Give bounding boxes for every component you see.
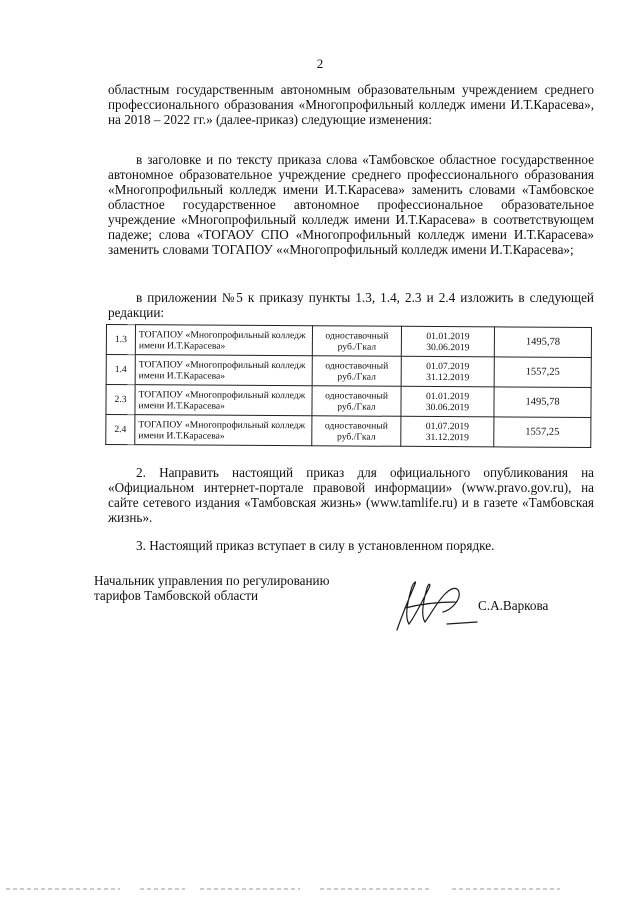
period-cell xyxy=(401,356,494,387)
table-row xyxy=(106,415,591,448)
row-number: 2.4 xyxy=(106,415,135,445)
organization-cell: ТОГАПОУ «Многопрофильный колледж имени И.Т.Карасева» xyxy=(135,415,312,446)
signer-name: С.А.Варкова xyxy=(478,598,549,613)
date-to: 30.06.2019 xyxy=(425,401,470,413)
tariff-type-cell: одноставочный руб./Гкал xyxy=(312,386,401,417)
date-from: 01.07.2019 xyxy=(425,420,469,432)
organization-cell: ТОГАПОУ «Многопрофильный колледж имени И.Т.Карасева» xyxy=(135,385,312,416)
date-from: 01.01.2019 xyxy=(425,390,470,402)
tariff-type-cell: одноставочный руб./Гкал xyxy=(312,356,401,387)
table-row xyxy=(106,325,591,358)
period-cell xyxy=(401,326,494,357)
date-to: 31.12.2019 xyxy=(426,371,470,383)
organization-cell: ТОГАПОУ «Многопрофильный колледж имени И.Т.Карасева» xyxy=(135,325,312,356)
handwritten-signature xyxy=(385,572,485,642)
row-number: 2.3 xyxy=(106,385,135,415)
row-number: 1.4 xyxy=(106,355,135,385)
tariff-type-cell: одноставочный руб./Гкал xyxy=(312,326,401,357)
tariff-value-cell: 1557,25 xyxy=(494,357,591,388)
table-row xyxy=(106,385,591,418)
scan-edge-artifact xyxy=(0,884,640,894)
organization-cell: ТОГАПОУ «Многопрофильный колледж имени И.Т.Карасева» xyxy=(135,355,312,386)
tariff-value-cell: 1557,25 xyxy=(494,417,591,448)
tariff-table xyxy=(105,324,592,448)
date-from: 01.01.2019 xyxy=(426,330,470,342)
date-to: 30.06.2019 xyxy=(426,341,470,353)
tariff-type-cell: одноставочный руб./Гкал xyxy=(312,416,401,447)
date-to: 31.12.2019 xyxy=(425,431,469,443)
period-cell xyxy=(401,386,494,417)
paragraph-intro: областным государственным автономным образовательным учреждением среднего профессионального образования «Многопрофильный колледж имени И.Т.Карасева», на 2018 – 2022 гг.» (далее-приказ) следующие изменения: xyxy=(108,82,594,127)
tariff-value-cell: 1495,78 xyxy=(494,327,591,358)
paragraph-item-2: 2. Направить настоящий приказ для официального опубликования на «Официальном интернет-портале правовой информации» (www.pravo.gov.ru), на сайте сетевого издания «Тамбовская жизнь» (www.tamlife.ru) и в газете «Тамбовская жизнь». xyxy=(108,465,594,525)
signatory-title xyxy=(94,573,394,603)
paragraph-appendix-change: в приложении №5 к приказу пункты 1.3, 1.4, 2.3 и 2.4 изложить в следующей редакции: xyxy=(108,290,594,320)
signatory-title-line: тарифов Тамбовской области xyxy=(94,588,259,603)
table-row xyxy=(106,355,591,388)
signatory-title-line: Начальник управления по регулированию xyxy=(94,573,330,588)
date-from: 01.07.2019 xyxy=(426,360,470,372)
tariff-value-cell: 1495,78 xyxy=(494,387,591,418)
page-number: 2 xyxy=(316,56,324,71)
row-number: 1.3 xyxy=(106,325,135,355)
paragraph-item-3: 3. Настоящий приказ вступает в силу в установленном порядке. xyxy=(136,538,495,553)
paragraph-header-change: в заголовке и по тексту приказа слова «Тамбовское областное государственное автономное образовательное учреждение среднего профессионального образования «Многопрофильный колледж имени И.Т.Карасева» заменить словами «Тамбовское областное государственное автономное профессиональное образовательное учреждение «Многопрофильный колледж имени И.Т.Карасева» в соответствующем падеже; слова «ТОГАОУ СПО «Многопрофильный колледж имени И.Т.Карасева» заменить словами ТОГАПОУ ««Многопрофильный колледж имени И.Т.Карасева»; xyxy=(108,152,594,257)
period-cell xyxy=(401,416,494,447)
